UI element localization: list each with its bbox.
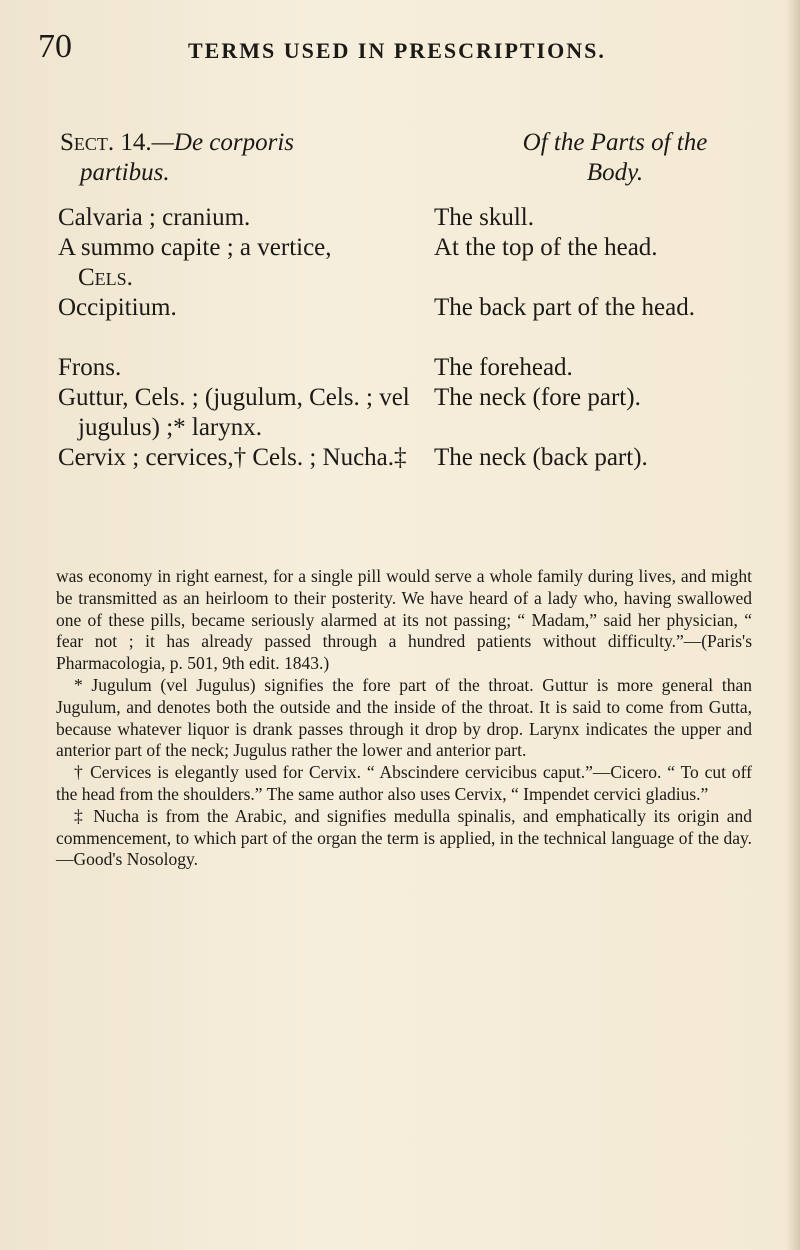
term-row (58, 383, 770, 443)
body-paragraph: was economy in right earnest, for a single pill would serve a whole family during lives, and might be transmitted as an heirloom to their posterity. We have heard of a lady who, having swallowed one of these pills, became seriously alarmed at its not passing; “ Madam,” said her physician, “ fear not ; it has already passed through a hundred patients without difficulty.”—(Paris's Pharmacologia, p. 501, 9th edit. 1843.) (56, 566, 752, 674)
term-latin: Frons. (58, 354, 122, 381)
section-title-english: Of the Parts of the (522, 129, 708, 156)
term-latin: Occipitium. (58, 294, 177, 321)
section-heading-latin (60, 128, 420, 188)
term-english: The neck (back part). (434, 444, 648, 471)
section-title-latin: —De corporis (151, 129, 295, 156)
running-head: TERMS USED IN PRESCRIPTIONS. (188, 38, 606, 63)
term-row (58, 233, 770, 293)
term-latin: Guttur, Cels. ; (jugulum, Cels. ; vel jugulus) ;* larynx. (58, 384, 410, 441)
section-heading-english (450, 128, 780, 188)
term-english (434, 293, 764, 323)
term-latin: Cervix ; cervices,† Cels. ; Nucha.‡ (58, 444, 407, 471)
term-latin (58, 233, 434, 293)
term-row (58, 443, 770, 473)
section-number: Sect. 14. (60, 129, 152, 156)
section-heading (60, 128, 760, 188)
section-title-latin-cont: partibus. (80, 159, 170, 186)
term-latin-source: Cels. (78, 264, 133, 291)
footnote-nucha: ‡ Nucha is from the Arabic, and signifies medulla spinalis, and emphatically its origin and commencement, to which part of the organ the term is applied, in the technical language of the day.—Good's Nosology. (56, 805, 752, 870)
term-row (58, 293, 770, 353)
term-english: The forehead. (434, 354, 573, 381)
page-edge-shadow (786, 0, 800, 1250)
term-english: The neck (fore part). (434, 384, 641, 411)
term-english: At the top of the head. (434, 234, 658, 261)
section-title-english-cont: Body. (586, 159, 644, 186)
term-latin: Calvaria ; cranium. (58, 204, 251, 231)
body-text (56, 566, 752, 871)
term-english: The skull. (434, 204, 534, 231)
footnote-cervices: † Cervices is elegantly used for Cervix. “ Abscindere cervicibus caput.”—Cicero. “ To cut off the head from the shoulders.” The same author also uses Cervix, “ Impendet cervici gladius.” (56, 762, 752, 804)
term-english-text: The back part of the head. (434, 294, 695, 321)
page-number: 70 (38, 28, 72, 65)
term-row (58, 203, 770, 233)
terms-list (58, 203, 770, 473)
term-latin-text: A summo capite ; a vertice, (58, 234, 332, 261)
page-header (38, 28, 770, 68)
footnote-jugulum: * Jugulum (vel Jugulus) signifies the fore part of the throat. Guttur is more general than Jugulum, and denotes both the outside and the inside of the throat. It is said to come from Gutta, because whatever liquor is drank passes through it drop by drop. Larynx indicates the upper and anterior part of the neck; Jugulus rather the lower and anterior part. (56, 674, 752, 761)
term-row (58, 353, 770, 383)
